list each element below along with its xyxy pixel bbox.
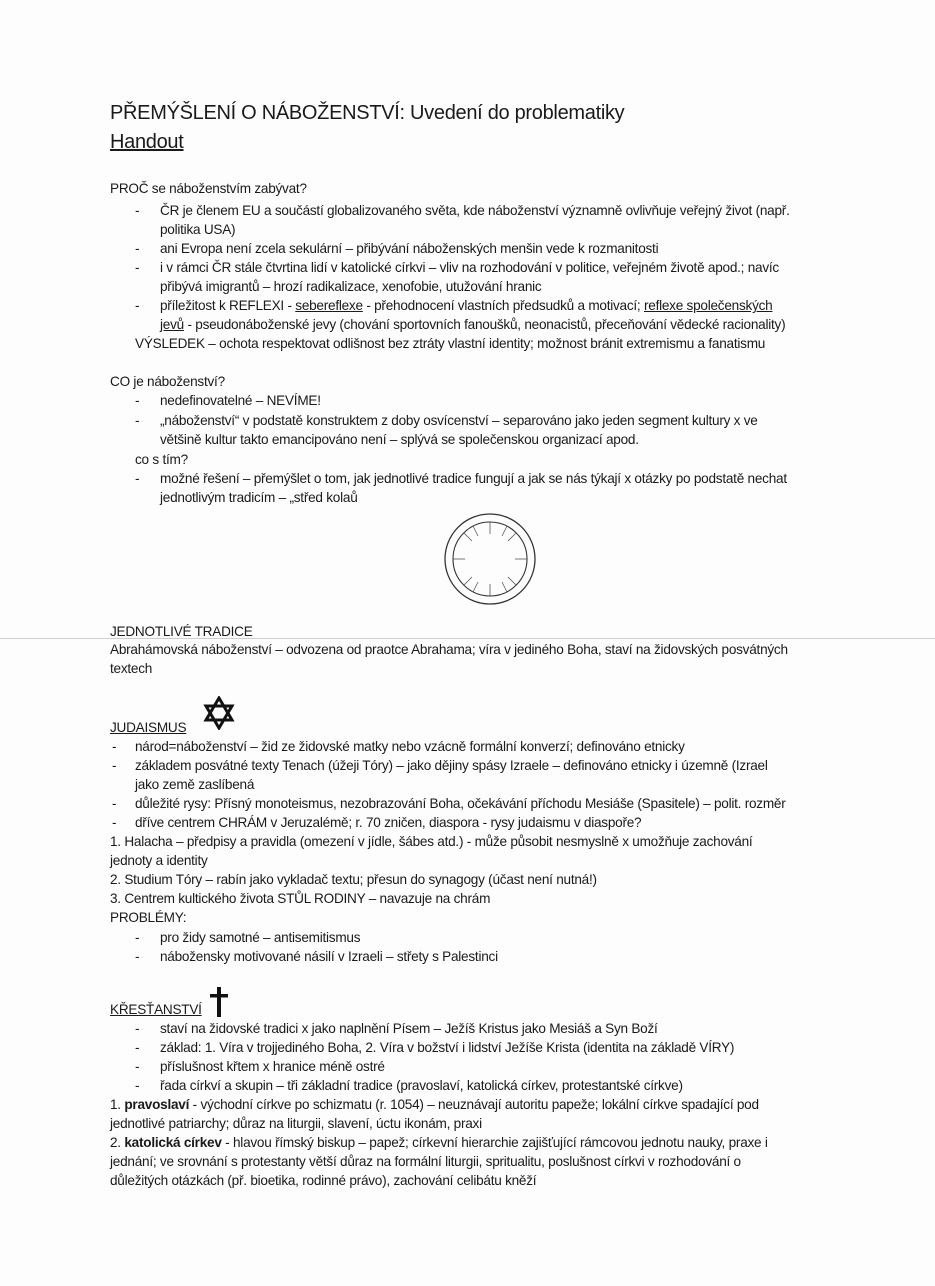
numbered-item: 2. Studium Tóry – rabín jako vykladač textu; přesun do synagogy (účast není nutná!) [110, 872, 597, 887]
bullet-dash: - [135, 393, 140, 408]
bullet-text: staví na židovské tradici x jako naplnění Písem – Ježíš Kristus jako Mesiáš a Syn Boží [160, 1021, 658, 1036]
paragraph: Abrahámovská náboženství – odvozena od praotce Abrahama; víra v jediného Boha, staví na židovských posvátných [110, 642, 788, 657]
bullet-text: nedefinovatelné – NEVÍME! [160, 393, 321, 408]
subheading: co s tím? [135, 452, 188, 467]
section-heading-what: CO je náboženství? [110, 374, 225, 389]
bullet-text: řada církví a skupin – tři základní tradice (pravoslaví, katolická církev, protestantské církve) [160, 1078, 683, 1093]
bullet-text: příslušnost křtem x hranice méně ostré [160, 1059, 385, 1074]
star-of-david-icon [203, 696, 235, 730]
bullet-text: i v rámci ČR stále čtvrtina lidí v katolické církvi – vliv na rozhodování v politice, veřejném životě apod.; navíc [160, 260, 779, 275]
bullet-text: možné řešení – přemýšlet o tom, jak jednotlivé tradice fungují a jak se nás týkají x otázky po podstatě nechat [160, 471, 787, 486]
bold-term: pravoslaví [124, 1097, 190, 1112]
bullet-text: dříve centrem CHRÁM v Jeruzalémě; r. 70 zničen, diaspora - rysy judaismu v diaspoře? [135, 815, 642, 830]
bullet-dash: - [135, 471, 140, 486]
text: - východní církve po schizmatu (r. 1054) – neuznávají autoritu papeže; lokální církve spadající pod [189, 1097, 759, 1112]
item-number: 2. [110, 1135, 125, 1150]
bullet-dash: - [135, 241, 140, 256]
bullet-dash: - [135, 203, 140, 218]
item-number: 1. [110, 1097, 125, 1112]
underlined-term: reflexe společenských [643, 298, 773, 313]
bullet-dash: - [135, 949, 140, 964]
page-subtitle: Handout [110, 131, 184, 153]
bullet-text: politika USA) [160, 222, 236, 237]
numbered-item [110, 1095, 759, 1114]
numbered-item: jednoty a identity [110, 853, 208, 868]
bullet-text [160, 296, 772, 315]
bullet-dash: - [135, 1078, 140, 1093]
bullet-text: základem posvátné texty Tenach (úžeji Tóry) – jako dějiny spásy Izraele – definováno etnicky i územně (Izrael [135, 758, 768, 773]
page-title: PŘEMÝŠLENÍ O NÁBOŽENSTVÍ: Uvedení do problematiky [110, 102, 625, 124]
numbered-item: 1. Halacha – předpisy a pravidla (omezení v jídle, šábes atd.) - může působit nesmyslně x umožňuje zachování [110, 834, 753, 849]
bullet-dash: - [135, 298, 140, 313]
underlined-term: jevů [160, 317, 184, 332]
bullet-text: národ=náboženství – žid ze židovské matky nebo vzácně formální konverzí; definováno etnicky [135, 739, 685, 754]
numbered-item: jednání; ve srovnání s protestanty větší důraz na formální liturgii, spritualitu, poslušnost církvi v rozhodování o [110, 1154, 741, 1169]
bullet-text: ČR je členem EU a součástí globalizovaného světa, kde náboženství významně ovlivňuje veřejný život (např. [160, 203, 790, 218]
wheel-diagram [440, 512, 540, 608]
bullet-text [160, 315, 785, 334]
numbered-item [110, 1133, 768, 1152]
bullet-dash: - [135, 930, 140, 945]
bullet-text: důležité rysy: Přísný monoteismus, nezobrazování Boha, očekávání příchodu Mesiáše (Spasitele) – polit. rozměr [135, 796, 786, 811]
text: - přehodnocení vlastních předsudků a motivací; [362, 298, 644, 313]
text: - pseudonáboženské jevy (chování sportovních fanoušků, neonacistů, přeceňování vědecké racionality) [183, 317, 786, 332]
bullet-dash: - [112, 758, 117, 773]
section-heading-christianity: KŘESŤANSTVÍ [110, 1002, 202, 1017]
bullet-text: ani Evropa není zcela sekulární – přibývání náboženských menšin vede k rozmanitosti [160, 241, 659, 256]
bullet-dash: - [135, 413, 140, 428]
bullet-text: jako země zaslíbená [135, 777, 255, 792]
paragraph: textech [110, 661, 153, 676]
section-heading-traditions: JEDNOTLIVÉ TRADICE [110, 624, 253, 639]
numbered-item: jednotlivé patriarchy; důraz na liturgii, slavení, úctu ikonám, praxi [110, 1116, 482, 1131]
section-heading-why: PROČ se náboženstvím zabývat? [110, 181, 307, 196]
bullet-dash: - [112, 796, 117, 811]
text: - hlavou římský biskup – papež; církevní hierarchie zajišťující rámcovou jednotu nauky, praxe i [221, 1135, 768, 1150]
numbered-item: 3. Centrem kultického života STŮL RODINY – navazuje na chrám [110, 891, 491, 906]
result-line: VÝSLEDEK – ochota respektovat odlišnost bez ztráty vlastní identity; možnost bránit extremismu a fanatismu [135, 336, 766, 351]
problems-heading: PROBLÉMY: [110, 910, 187, 925]
bullet-text: základ: 1. Víra v trojjediného Boha, 2. Víra v božství i lidství Ježíše Krista (identita na základě VÍRY) [160, 1040, 735, 1055]
bullet-dash: - [135, 1040, 140, 1055]
bullet-text: jednotlivým tradicím – „střed kolaů [160, 490, 358, 505]
underlined-term: sebereflexe [295, 298, 363, 313]
bold-term: katolická církev [124, 1135, 222, 1150]
bullet-text: většině kultur takto emancipováno není – splývá se společenskou organizací apod. [160, 432, 639, 447]
text: příležitost k REFLEXI - [160, 298, 296, 313]
bullet-dash: - [112, 739, 117, 754]
cross-icon [208, 987, 230, 1017]
bullet-text: přibývá imigrantů – hrozí radikalizace, xenofobie, utužování hranic [160, 279, 542, 294]
bullet-text: pro židy samotné – antisemitismus [160, 930, 361, 945]
section-heading-judaism: JUDAISMUS [110, 720, 187, 735]
bullet-dash: - [112, 815, 117, 830]
numbered-item: důležitých otázkách (př. bioetika, rodinné právo), zachování celibátu kněží [110, 1173, 537, 1188]
bullet-dash: - [135, 1059, 140, 1074]
bullet-dash: - [135, 1021, 140, 1036]
bullet-text: „náboženství“ v podstatě konstruktem z doby osvícenství – separováno jako jeden segment kultury x ve [160, 413, 758, 428]
bullet-dash: - [135, 260, 140, 275]
bullet-text: nábožensky motivované násilí v Izraeli – střety s Palestinci [160, 949, 498, 964]
